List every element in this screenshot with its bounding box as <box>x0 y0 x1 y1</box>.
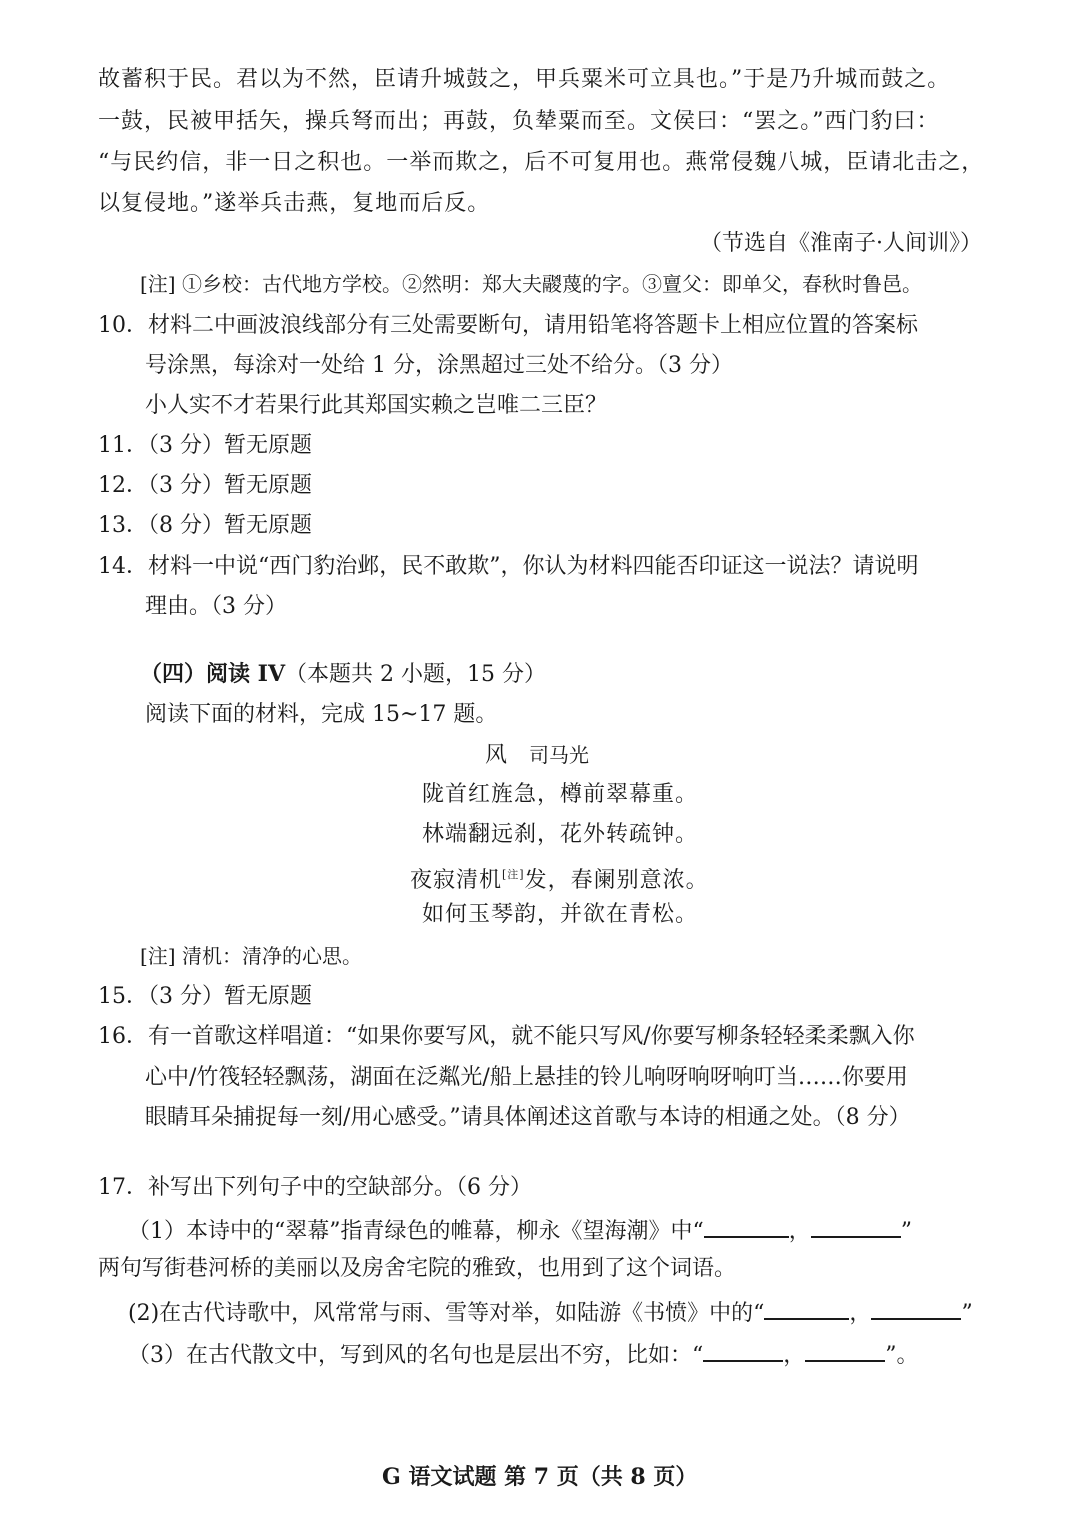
poem-title: 风 <box>485 743 508 768</box>
poem-author: 司马光 <box>529 743 590 767</box>
question-17-2-text: (2)在古代诗歌中，风常常与雨、雪等对举，如陆游《书愤》中的“ <box>128 1301 765 1326</box>
poem-line-1: 陇首红旌急，樽前翠幕重。 <box>422 782 699 807</box>
question-17-1 <box>128 1214 912 1247</box>
question-17-2 <box>128 1296 973 1329</box>
question-13: 13．（8 分）暂无原题 <box>98 513 312 538</box>
question-17-3-text: （3）在古代散文中，写到风的名句也是层出不穷，比如：“ <box>128 1343 704 1368</box>
poem-note: [注] 清机：清净的心思。 <box>140 944 362 968</box>
question-17-heading: 17．补写出下列句子中的空缺部分。（6 分） <box>98 1175 532 1200</box>
question-12: 12．（3 分）暂无原题 <box>98 473 312 498</box>
question-10-text: 小人实不才若果行此其郑国实赖之岂唯二三臣？ <box>145 393 608 418</box>
passage-source: （节选自《淮南子·人间训》） <box>700 231 982 256</box>
passage-line-4: 以复侵地。”遂举兵击燕，复地而后反。 <box>98 191 491 216</box>
question-17-3 <box>128 1338 919 1371</box>
page-footer: G 语文试题 第 7 页（共 8 页） <box>382 1464 698 1490</box>
question-16-line-1: 16．有一首歌这样唱道：“如果你要写风，就不能只写风/你要写柳条轻轻柔柔飘入你 <box>98 1024 915 1049</box>
passage-note: [注] ①乡校：古代地方学校。②然明：郑大夫鬷蔑的字。③亶父：即单父，春秋时鲁邑。 <box>140 272 922 296</box>
blank-separator: ， <box>783 1343 806 1368</box>
question-16-line-2: 心中/竹筏轻轻飘荡，湖面在泛粼光/船上悬挂的铃儿响呀响呀响叮当……你要用 <box>145 1065 908 1090</box>
answer-blank-3b[interactable] <box>805 1338 885 1362</box>
answer-blank-3a[interactable] <box>703 1338 783 1362</box>
question-17-1-text: （1）本诗中的“翠幕”指青绿色的帷幕，柳永《望海潮》中“ <box>128 1219 704 1244</box>
poem-line-3 <box>410 860 709 896</box>
question-14-line-1: 14．材料一中说“西门豹治邺，民不敢欺”，你认为材料四能否印证这一说法？请说明 <box>98 554 919 579</box>
question-10-line-1: 10．材料二中画波浪线部分有三处需要断句，请用铅笔将答题卡上相应位置的答案标 <box>98 313 918 338</box>
poem-line-3-part-b: 发，春阑别意浓。 <box>524 868 709 893</box>
question-15: 15．（3 分）暂无原题 <box>98 984 312 1009</box>
closing-quote: ” <box>961 1301 973 1326</box>
poem-line-3-part-a: 夜寂清机 <box>410 868 503 893</box>
section-heading-title: （四）阅读 IV <box>140 661 286 687</box>
answer-blank-2a[interactable] <box>764 1296 849 1320</box>
question-10-line-2: 号涂黑，每涂对一处给 1 分，涂黑超过三处不给分。（3 分） <box>145 353 733 378</box>
blank-separator: ， <box>849 1301 872 1326</box>
section-heading-detail: （本题共 2 小题，15 分） <box>285 662 547 687</box>
question-11: 11．（3 分）暂无原题 <box>98 433 312 458</box>
poem-note-ref: [注] <box>502 868 525 881</box>
poem-header <box>485 740 589 771</box>
question-16-line-3: 眼睛耳朵捕捉每一刻/用心感受。”请具体阐述这首歌与本诗的相通之处。（8 分） <box>145 1105 911 1130</box>
question-14-line-2: 理由。（3 分） <box>145 594 287 619</box>
blank-separator: ， <box>788 1219 811 1244</box>
section-heading <box>140 659 546 690</box>
section-instruction: 阅读下面的材料，完成 15~17 题。 <box>145 702 498 727</box>
poem-line-2: 林端翻远刹，花外转疏钟。 <box>422 822 699 847</box>
passage-line-1: 故蓄积于民。君以为不然，臣请升城鼓之，甲兵粟米可立具也。”于是乃升城而鼓之。 <box>98 67 951 92</box>
answer-blank-2b[interactable] <box>871 1296 961 1320</box>
closing-quote: ” <box>900 1219 913 1244</box>
closing-quote: ”。 <box>885 1343 919 1368</box>
answer-blank-1b[interactable] <box>811 1214 901 1238</box>
poem-line-4: 如何玉琴韵，并欲在青松。 <box>422 902 699 927</box>
question-17-1-line-2: 两句写街巷河桥的美丽以及房舍宅院的雅致，也用到了这个词语。 <box>98 1256 737 1281</box>
answer-blank-1a[interactable] <box>704 1214 789 1238</box>
passage-line-3: “与民约信，非一日之积也。一举而欺之，后不可复用也。燕常侵魏八城，臣请北击之， <box>98 150 985 175</box>
passage-line-2: 一鼓，民被甲括矢，操兵弩而出；再鼓，负辇粟而至。文侯曰：“罢之。”西门豹曰： <box>98 109 940 134</box>
